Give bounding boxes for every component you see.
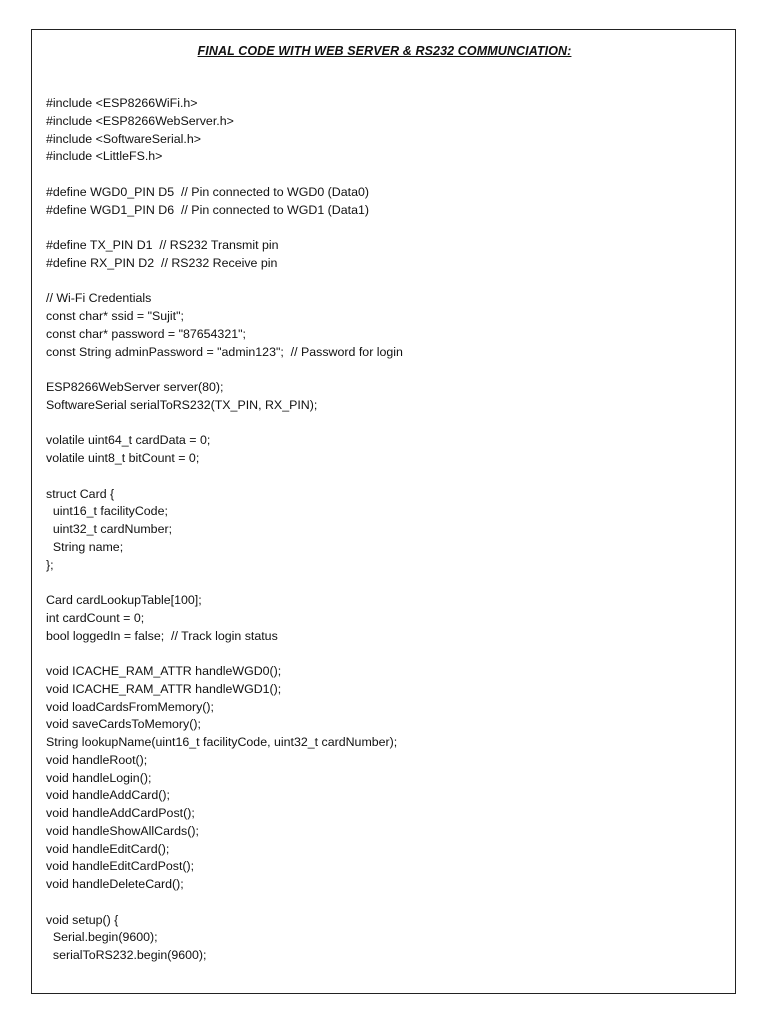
code-line: String lookupName(uint16_t facilityCode, uint32_t cardNumber);	[46, 735, 398, 749]
code-line: volatile uint8_t bitCount = 0;	[46, 451, 200, 465]
code-line: void setup() {	[46, 912, 119, 927]
code-line: void handleEditCard();	[46, 841, 170, 856]
code-line: #define WGD0_PIN D5 // Pin connected to WGD0 (Data0)	[46, 184, 369, 199]
code-line: int cardCount = 0;	[46, 610, 145, 625]
code-line: const char* ssid = "Sujit";	[46, 309, 184, 323]
code-line: void handleAddCardPost();	[46, 806, 195, 820]
code-blank-line	[46, 361, 726, 379]
code-line: const char* password = "87654321";	[46, 326, 246, 341]
code-line: const String adminPassword = "admin123"; // Password for login	[46, 344, 403, 359]
code-line: void ICACHE_RAM_ATTR handleWGD0();	[46, 664, 282, 678]
code-line: bool loggedIn = false; // Track login status	[46, 628, 278, 643]
code-blank-line	[46, 574, 726, 592]
code-line: void loadCardsFromMemory();	[46, 699, 214, 714]
code-blank-line	[46, 166, 726, 184]
code-line: void handleLogin();	[46, 770, 152, 785]
code-blank-line	[46, 219, 726, 237]
code-blank-line	[46, 468, 726, 486]
code-line: };	[46, 557, 54, 572]
code-line: #define RX_PIN D2 // RS232 Receive pin	[46, 255, 278, 270]
code-line: #include <ESP8266WebServer.h>	[46, 113, 234, 128]
code-line: void ICACHE_RAM_ATTR handleWGD1();	[46, 681, 282, 696]
code-blank-line	[46, 415, 726, 433]
code-line: void saveCardsToMemory();	[46, 717, 201, 732]
code-line: #include <ESP8266WiFi.h>	[46, 96, 198, 110]
code-line: ESP8266WebServer server(80);	[46, 380, 224, 394]
code-line: // Wi-Fi Credentials	[46, 291, 152, 306]
code-line: String name;	[46, 539, 124, 554]
code-blank-line	[46, 645, 726, 663]
code-line: void handleAddCard();	[46, 788, 170, 803]
code-blank-line	[46, 894, 726, 912]
code-line: Card cardLookupTable[100];	[46, 593, 202, 607]
code-line: void handleDeleteCard();	[46, 877, 184, 891]
code-line: #include <SoftwareSerial.h>	[46, 131, 201, 146]
code-line: #define TX_PIN D1 // RS232 Transmit pin	[46, 238, 279, 252]
code-line: uint16_t facilityCode;	[46, 504, 168, 519]
code-line: uint32_t cardNumber;	[46, 522, 173, 536]
code-line: struct Card {	[46, 486, 115, 501]
code-blank-line	[46, 273, 726, 291]
code-line: #include <LittleFS.h>	[46, 149, 163, 164]
code-line: void handleEditCardPost();	[46, 859, 195, 874]
code-line: void handleShowAllCards();	[46, 823, 199, 838]
code-line: serialToRS232.begin(9600);	[46, 948, 207, 962]
code-listing	[46, 95, 726, 965]
code-line: #define WGD1_PIN D6 // Pin connected to WGD1 (Data1)	[46, 202, 369, 217]
document-page	[31, 29, 736, 994]
code-line: SoftwareSerial serialToRS232(TX_PIN, RX_PIN);	[46, 397, 318, 412]
document-title: FINAL CODE WITH WEB SERVER & RS232 COMMUNCIATION:	[197, 44, 572, 58]
code-line: void handleRoot();	[46, 752, 148, 767]
code-line: volatile uint64_t cardData = 0;	[46, 433, 211, 448]
code-line: Serial.begin(9600);	[46, 930, 158, 945]
